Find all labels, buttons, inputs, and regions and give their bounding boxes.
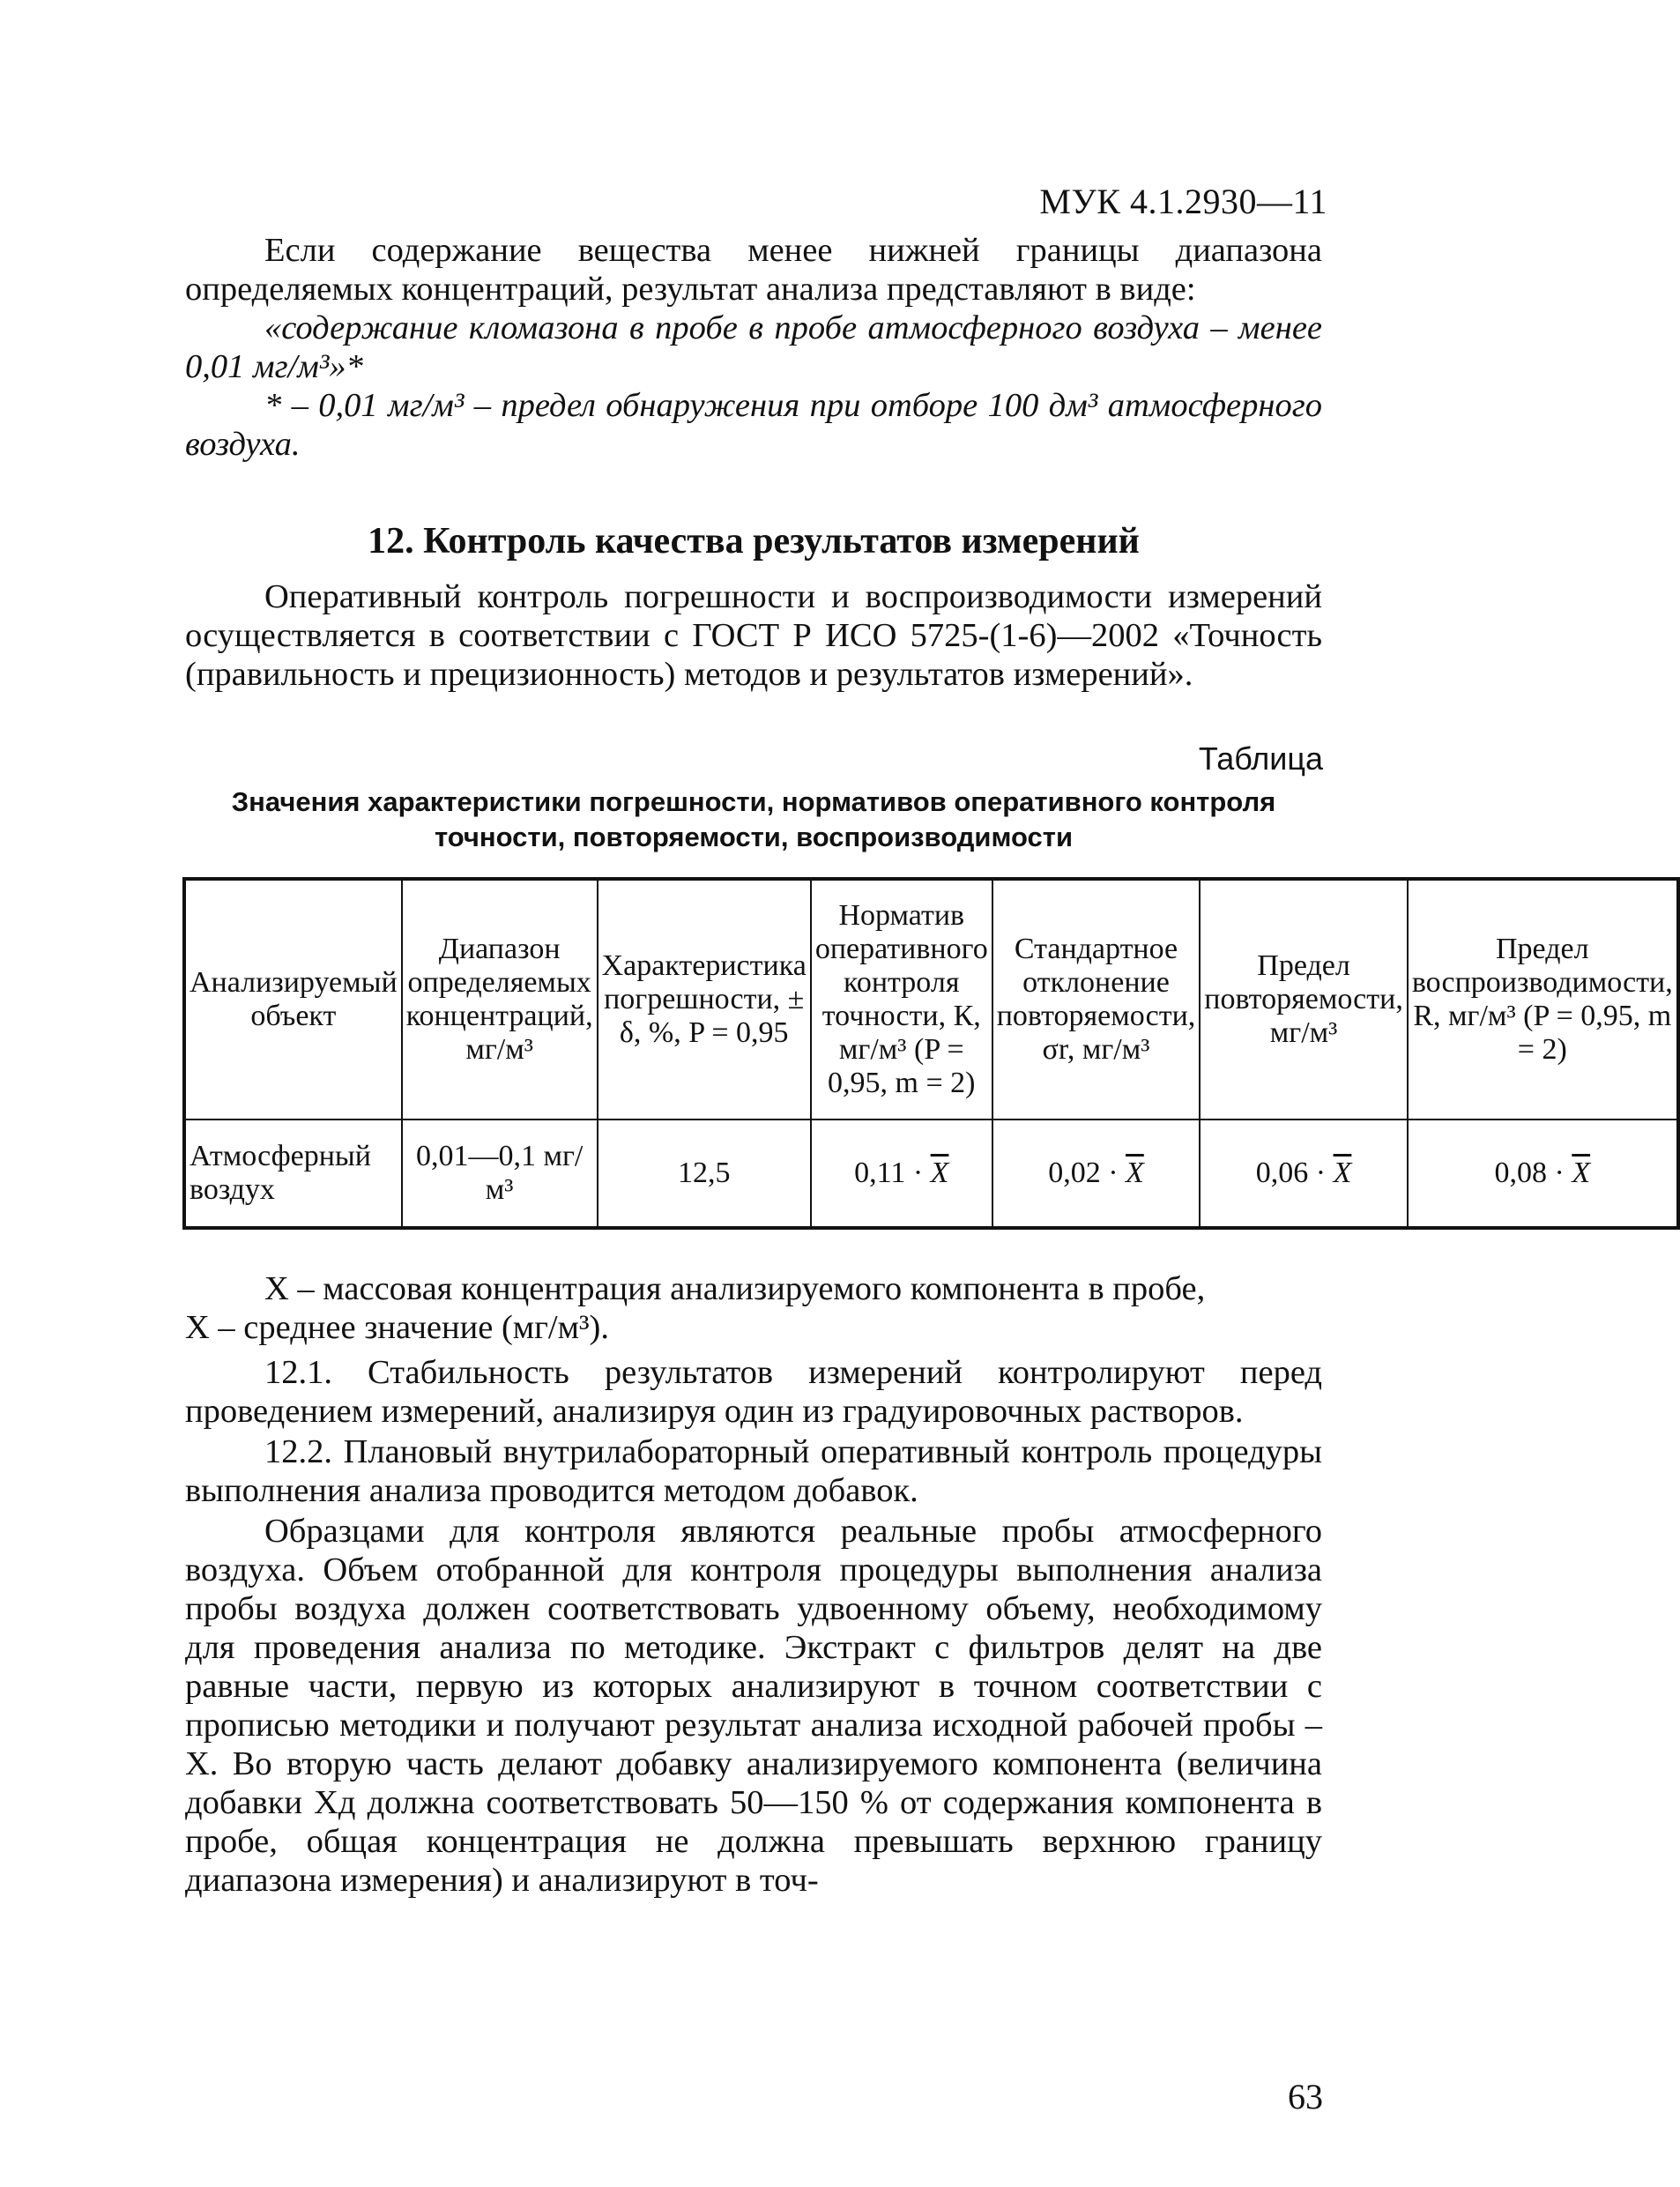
cell-object: Атмосферный воздух (184, 1120, 402, 1228)
cell-reproducibility-limit (1408, 1120, 1678, 1228)
section-paragraph: Оперативный контроль погрешности и воспроизводимости измерений осуществляется в соответствии с ГОСТ Р ИСО 5725-(1-6)—2002 «Точность (правильность и прецизионность) методов и результатов измерений». (185, 578, 1322, 693)
cell-repeatability-limit (1200, 1120, 1408, 1228)
sr-coefficient: 0,02 · (1048, 1157, 1119, 1189)
table-header-row (184, 879, 1678, 1120)
mean-symbol: $\overline{X}$ (1333, 1157, 1352, 1189)
cell-range: 0,01—0,1 мг/м³ (402, 1120, 598, 1228)
header-repeatability-sd: Стандартное отклонение повторяемости, σr, мг/м³ (992, 879, 1201, 1120)
header-repeatability-limit: Предел повторяемости, мг/м³ (1200, 879, 1408, 1120)
characteristics-table (182, 877, 1680, 1230)
cell-error: 12,5 (598, 1120, 811, 1228)
mean-symbol: $\overline{X}$ (930, 1157, 949, 1189)
table-row (184, 1120, 1678, 1228)
mean-symbol: $\overline{X}$ (1126, 1157, 1144, 1189)
header-accuracy-norm: Норматив оперативного контроля точности, К, мг/м³ (P = 0,95, m = 2) (811, 879, 992, 1120)
paragraph-12-1: 12.1. Стабильность результатов измерений контролируют перед проведением измерений, анализируя один из градуировочных растворов. (185, 1354, 1322, 1430)
table-label: Таблица (1198, 740, 1323, 777)
cell-repeatability-sd (992, 1120, 1201, 1228)
section-title: 12. Контроль качества результатов измерений (368, 521, 1140, 562)
mean-symbol: $\overline{X}$ (1572, 1157, 1591, 1189)
header-error: Характеристика погрешности, ± δ, %, P = 0,95 (598, 879, 811, 1120)
xbar-definition: X – среднее значение (мг/м³). (185, 1309, 609, 1346)
result-format-paragraph: «содержание кломазона в пробе в пробе атмосферного воздуха – менее 0,01 мг/м³»* (185, 309, 1322, 385)
k-coefficient: 0,11 · (854, 1157, 924, 1189)
control-samples-paragraph: Образцами для контроля являются реальные пробы атмосферного воздуха. Объем отобранной для контроля процедуры выполнения анализа пробы воздуха должен соответствовать удвоенному объему, необходимому для проведения анализа по методике. Экстракт с фильтров делят на две равные части, первую из которых анализируют в точном соответствии с прописью методики и получают результат анализа исходной рабочей пробы – X. Во вторую часть делают добавку анализируемого компонента (величина добавки Xд должна соответствовать 50—150 % от содержания компонента в пробе, общая концентрация не должна превышать верхнюю границу диапазона измерения) и анализируют в точ- (185, 1513, 1322, 1899)
table-caption: Значения характеристики погрешности, нормативов оперативного контроля точности, повторяемости, воспроизводимости (231, 786, 1276, 852)
document-code: МУК 4.1.2930—11 (1039, 182, 1327, 221)
x-definition: X – массовая концентрация анализируемого компонента в пробе, (264, 1270, 1206, 1307)
intro-paragraph: Если содержание вещества менее нижней границы диапазона определяемых концентраций, результат анализа представляют в виде: (185, 232, 1322, 308)
header-reproducibility-limit: Предел воспроизводимости, R, мг/м³ (P = 0,95, m = 2) (1408, 879, 1678, 1120)
cell-accuracy-norm (811, 1120, 992, 1228)
r-coefficient: 0,06 · (1255, 1157, 1327, 1189)
header-object: Анализируемый объект (184, 879, 402, 1120)
footnote-paragraph: * – 0,01 мг/м³ – предел обнаружения при отборе 100 дм³ атмосферного воздуха. (185, 387, 1322, 463)
page-number: 63 (1288, 2077, 1323, 2116)
header-range: Диапазон определяемых концентраций, мг/м³ (402, 879, 598, 1120)
paragraph-12-2: 12.2. Плановый внутрилабораторный оперативный контроль процедуры выполнения анализа проводится методом добавок. (185, 1433, 1322, 1509)
R-coefficient: 0,08 · (1494, 1157, 1565, 1189)
